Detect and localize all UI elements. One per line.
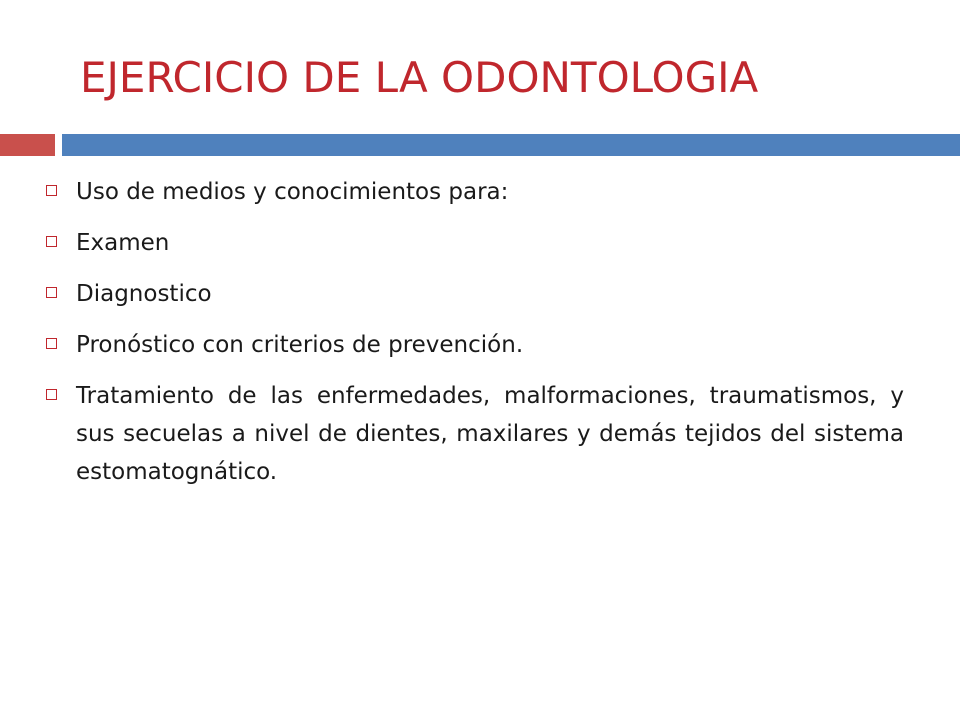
bullet-list [44, 160, 904, 491]
bullet-text: Tratamiento de las enfermedades, malformaciones, traumatismos, y sus secuelas a nivel de dientes, maxilares y demás tejidos del sistema estomatognático. [76, 383, 904, 485]
bullet-text: Uso de medios y conocimientos para: [76, 179, 509, 205]
square-outline-icon [46, 287, 57, 298]
title-accent-bar-blue [62, 134, 960, 156]
bullet-item [44, 275, 904, 313]
bullet-item [44, 173, 904, 211]
bullet-item [44, 326, 904, 364]
slide-title: EJERCICIO DE LA ODONTOLOGIA [80, 53, 759, 102]
bullet-text: Pronóstico con criterios de prevención. [76, 332, 524, 358]
square-outline-icon [46, 185, 57, 196]
bullet-text: Diagnostico [76, 281, 212, 307]
square-outline-icon [46, 389, 57, 400]
square-outline-icon [46, 236, 57, 247]
bullet-item [44, 224, 904, 262]
title-accent-bar-red [0, 134, 55, 156]
square-outline-icon [46, 338, 57, 349]
bullet-item [44, 377, 904, 491]
bullet-text: Examen [76, 230, 170, 256]
